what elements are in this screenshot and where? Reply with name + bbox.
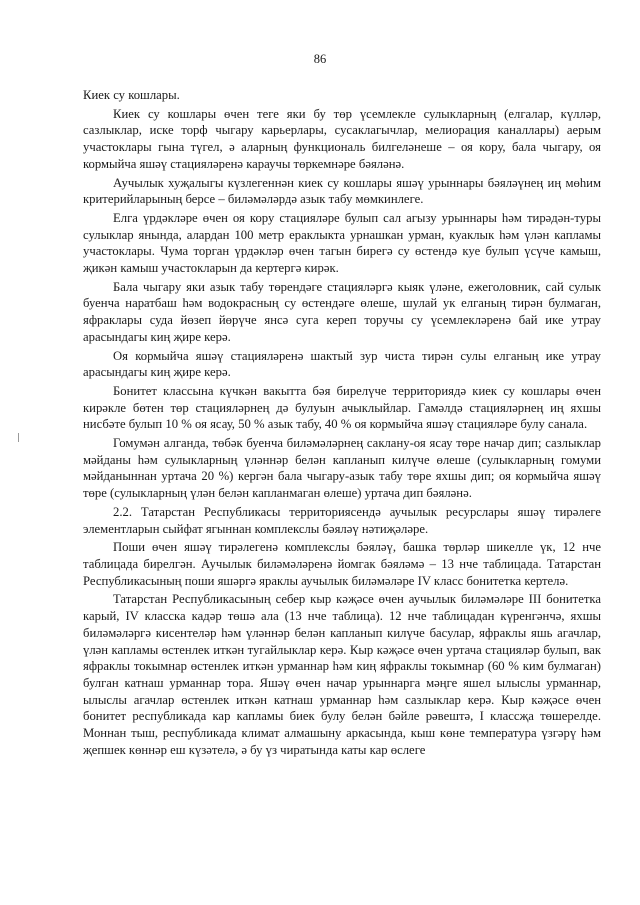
paragraph: Гомумән алганда, төбәк буенча биләмәләрнең саклану-оя ясау төре начар дип; сазлыклар мәйданы һәм сулыкларның үләннәр белән капланып килүче өлеше (сулыкларның гомуми мәйданыннан уртача 20 %) кергән бала чыгару-азык табу төре яхшы дип; оя кормыйча яшәү төре (сулыкларның үлән белән капланмаган өлеше) уртача дип бәяләнә. bbox=[83, 436, 601, 501]
paragraph: Поши өчен яшәү тирәлегенә комплекслы бәяләү, башка төрләр шикелле үк, 12 нче таблицада бирелгән. Аучылык биләмәләренә йомгак бәяләмә – 13 нче таблицада. Татарстан Республикасының поши яшәргә яраклы аучылык биләмәләре IV класс бонитетка кертелә. bbox=[83, 540, 601, 588]
paragraph: Киек су кошлары өчен теге яки бу төр үсемлекле сулыкларның (елгалар, күлләр, сазлыклар, иске торф чыгару карьерлары, сусаклагычлар, мелиорация каналлары) аерым участоклары гына түгел, ә аларның функциональ билгеләнеше – оя кору, бала чыгару, оя кормыйча яшәү стацияләренә караучы төркемнәре бәяләнә. bbox=[83, 106, 601, 171]
paragraph: Татарстан Республикасының себер кыр кәҗәсе өчен аучылык биләмәләре III бонитетка карый, IV класска кадәр төшә ала (13 нче таблица). 12 нче таблицадан күренгәнчә, яхшы биләмәләргә кисентеләр һәм үләннәр белән капланып килүче басулар, яфраклы яшь агачлар, үлән капламы өстенлек иткән тугайлыклар керә. Кыр кәҗәсе өчен уртача стацияләр булып, вак яфраклы токымнар өстенлек иткән урманнар һәм киң яфраклы токымнар (60 % ким булмаган) булган катнаш урманнар тора. Яшәү өчен начар урыннарга мәңге яшел ылыслы урманнар, ылыслы агачлар өстенлек иткән катнаш урманнар һәм сазлыклар керә. Кыр кәҗәсе өчен бонитет республикада кар капламы биек булу белән бәйле рәвештә, I классҗа төшерелде. Моннан тыш, республикада климат алмашыну аркасында, кыш көне температура үзгәрү һәм җепшек көннәр еш күзәтелә, ә бу үз чиратында каты кар өслеге bbox=[83, 592, 601, 757]
paragraph: Елга үрдәкләре өчен оя кору стацияләре булып сал агызу урыннары һәм тирәдән-туры сулыклар янында, алардан 100 метр ераклыкта урнашкан урман, куаклык һәм үлән капламы участоклары. Чума торган үрдәкләр өчен тагын бирегә су өстендә куе булып үсүче камыш, җикән камыш участокларын да кертергә кирәк. bbox=[83, 210, 601, 276]
paragraph: Аучылык хуҗалыгы күзлегеннән киек су кошлары яшәү урыннары бәяләүнең иң мөһим критерийларының берсе – биләмәләрдә азык табу мөмкинлеге. bbox=[83, 175, 601, 207]
section-heading: 2.2. Татарстан Республикасы территориясендә аучылык ресурслары яшәү тирәлеге элементларын сыйфат ягыннан комплекслы бәяләү нәтиҗәләре. bbox=[83, 504, 601, 536]
paragraph: Оя кормыйча яшәү стацияләренә шактый зур чиста тирән сулы елганың ике утрау арасындагы киң җире керә. bbox=[83, 348, 601, 380]
page-number: 86 bbox=[313, 52, 327, 66]
margin-mark bbox=[18, 433, 19, 442]
section-label: Киек су кошлары. bbox=[83, 88, 180, 102]
paragraph: Бонитет классына күчкән вакытта бәя бирелүче территориядә киек су кошлары өчен кирәкле бөтен төр стацияләрнең дә булуын ачыклыйлар. Гамәлдә стацияләрнең иң яхшы нисбәте булып 10 % оя ясау, 50 % азык табу, 40 % оя кормыйча яшәү стацияләре булу санала. bbox=[83, 383, 601, 432]
paragraph: Бала чыгару яки азык табу төрендәге стацияләргә кыяк үләне, ежеголовник, сай сулык буенча наратбаш һәм водокрасның су өстендәге өлеше, шулай ук елганың тирән булмаган, яфраклары суда йөзеп йөрүче янсә суга кереп торучы су үсемлекләренә бай ике утрау арасындагы киң җире керә. bbox=[83, 279, 601, 344]
body-text bbox=[83, 87, 601, 760]
